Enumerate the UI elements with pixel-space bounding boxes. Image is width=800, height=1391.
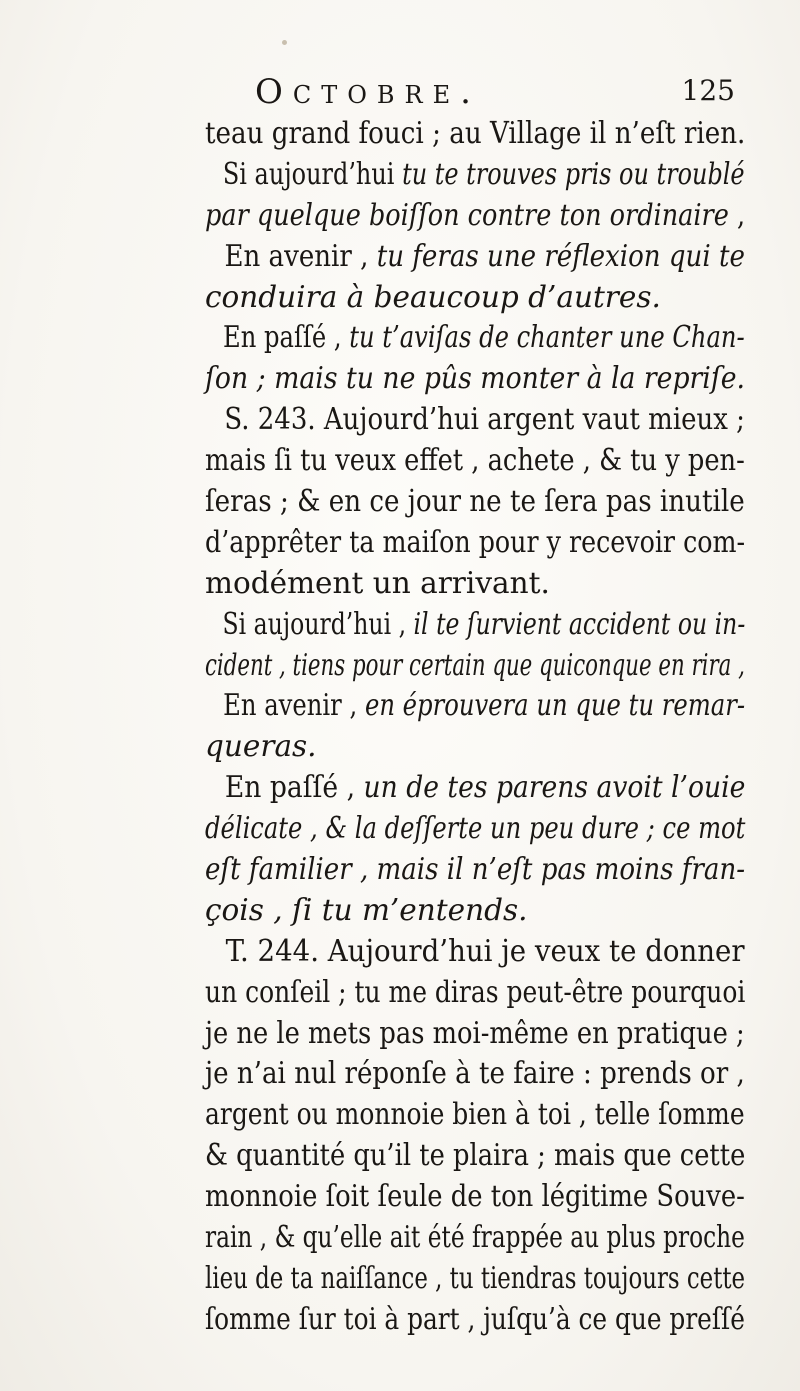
text-line xyxy=(205,1135,746,1176)
roman-text: mais ſi tu veux effet , achete , & tu y pen- xyxy=(205,443,745,478)
text-line xyxy=(205,931,745,972)
roman-text: Si aujourd’hui xyxy=(222,156,403,191)
roman-text: & quantité qu’il te plaira ; mais que cette xyxy=(205,1138,746,1173)
page-number: 125 xyxy=(681,74,735,107)
roman-text: , xyxy=(728,197,746,232)
running-title: Octobre. xyxy=(255,72,481,112)
italic-text: conduira à beaucoup d’autres. xyxy=(205,279,661,314)
roman-text: ſomme ſur toi à part , juſqu’à ce que preſſé xyxy=(205,1301,745,1336)
roman-text: En avenir , xyxy=(224,238,377,273)
italic-text: délicate , & la deſſerte un peu dure ; ce mot xyxy=(205,811,746,846)
text-line xyxy=(205,1299,745,1340)
roman-text: En paſſé , xyxy=(223,320,350,355)
text-line xyxy=(205,685,746,726)
text-line xyxy=(205,399,745,440)
text-line xyxy=(205,563,745,604)
text-line xyxy=(205,808,746,849)
roman-text: T. 244. Aujourd’hui je veux te donner xyxy=(225,933,745,968)
text-line xyxy=(205,604,746,645)
roman-text: lieu de ta naiſſance , tu tiendras toujours cette xyxy=(205,1260,746,1295)
text-line xyxy=(205,972,746,1013)
text-line xyxy=(205,1258,746,1299)
text-line xyxy=(205,1094,745,1135)
roman-text: monnoie ſoit ſeule de ton légitime Souve- xyxy=(205,1179,745,1214)
roman-text: En avenir , xyxy=(223,688,365,723)
roman-text: je ne le mets pas moi-même en pratique ; xyxy=(205,1015,745,1050)
ink-speck xyxy=(282,40,287,45)
text-line xyxy=(205,440,745,481)
roman-text: teau grand fouci ; au Village il n’eſt rien. xyxy=(205,116,746,150)
italic-text: il te ſurvient accident ou in- xyxy=(413,606,746,641)
italic-text: ſon ; mais tu ne pûs monter à la repriſe. xyxy=(205,361,745,396)
italic-text: par quelque boiſſon contre ton ordinaire xyxy=(205,197,729,232)
text-line xyxy=(205,1053,745,1094)
text-line xyxy=(205,481,745,522)
text-line xyxy=(205,236,745,277)
text-line xyxy=(205,849,746,890)
text-line xyxy=(205,1217,745,1258)
italic-text: en éprouvera un que tu remar- xyxy=(364,688,746,723)
text-line xyxy=(205,154,745,195)
text-line xyxy=(205,890,745,931)
roman-text: d’apprêter ta maiſon pour y recevoir com- xyxy=(205,524,746,559)
italic-text: tu feras une réflexion qui te xyxy=(376,238,745,273)
text-line xyxy=(205,195,746,236)
italic-text: çois , ſi tu m’entends. xyxy=(205,892,528,927)
roman-text: S. 243. Aujourd’hui argent vaut mieux ; xyxy=(224,402,745,437)
italic-text: tu t’aviſas de chanter une Chan- xyxy=(349,320,745,355)
text-line xyxy=(205,358,745,399)
roman-text: je n’ai nul réponſe à te faire : prends or , xyxy=(205,1056,745,1091)
text-line xyxy=(205,726,745,767)
roman-text: modément un arrivant. xyxy=(205,565,550,600)
roman-text: argent ou monnoie bien à toi , telle ſomme xyxy=(205,1097,745,1132)
italic-text: queras. xyxy=(205,729,317,764)
roman-text: rain , & qu’elle ait été frappée au plus proche xyxy=(205,1220,745,1255)
italic-text: tu te trouves pris ou troublé xyxy=(402,156,745,191)
roman-text: un conſeil ; tu me diras peut-être pourquoi xyxy=(205,974,746,1009)
text-line xyxy=(205,645,745,686)
roman-text: En paſſé , xyxy=(224,770,364,805)
text-line xyxy=(205,767,746,808)
page-header xyxy=(255,72,735,112)
italic-text: un de tes parens avoit l’ouie xyxy=(363,770,746,805)
text-line xyxy=(205,1176,745,1217)
body-text xyxy=(205,113,745,1340)
text-line xyxy=(205,113,746,154)
roman-text: ſeras ; & en ce jour ne te ſera pas inutile xyxy=(205,484,745,519)
text-line xyxy=(205,1013,745,1054)
roman-text: Si aujourd’hui , xyxy=(222,606,414,641)
text-line xyxy=(205,317,745,358)
text-line xyxy=(205,277,745,318)
italic-text: eſt familier , mais il n’eſt pas moins fran- xyxy=(205,852,746,887)
text-line xyxy=(205,522,746,563)
italic-text: cident , tiens pour certain que quiconque en rira , xyxy=(205,647,745,682)
